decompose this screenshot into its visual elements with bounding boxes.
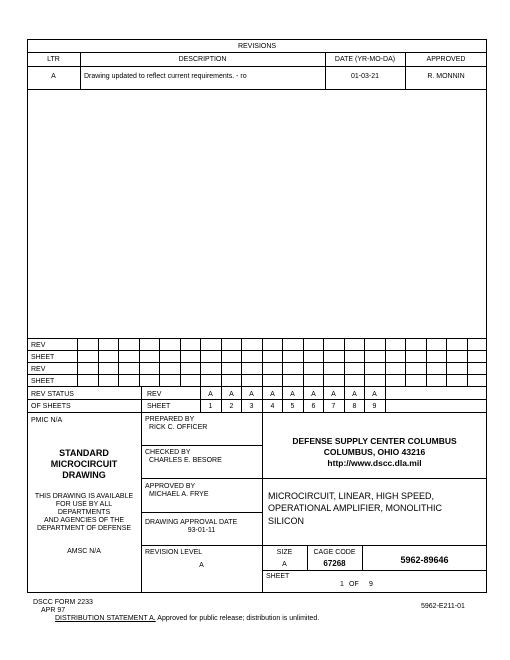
revision-date: 01-03-21 <box>350 73 380 80</box>
status-rev-cell: A <box>331 391 336 398</box>
distribution-statement <box>55 615 319 622</box>
status-sheet-cell: 2 <box>229 403 234 410</box>
availability-line: THIS DRAWING IS AVAILABLE <box>34 493 134 500</box>
grid-line <box>426 338 427 386</box>
status-rev-cell: A <box>270 391 275 398</box>
grid-line <box>262 338 263 386</box>
grid-line <box>180 338 181 386</box>
grid-line <box>303 338 304 386</box>
drawing-title-line: OPERATIONAL AMPLIFIER, MONOLITHIC <box>268 503 443 513</box>
rev-status-rev-label: REV <box>147 391 162 398</box>
grid-line <box>141 386 142 412</box>
pmic-label: PMIC N/A <box>31 417 63 424</box>
document-id: 5962-E211-01 <box>421 603 465 610</box>
revision-description: Drawing updated to reflect current requirements. - ro <box>84 73 247 80</box>
distribution-label: DISTRIBUTION STATEMENT A. <box>55 615 156 622</box>
size-label: SIZE <box>276 549 293 556</box>
rev-row-label: REV <box>31 366 46 373</box>
status-sheet-cell: 5 <box>290 403 295 410</box>
grid-line <box>27 350 487 351</box>
availability-line: AND AGENCIES OF THE <box>44 517 124 524</box>
grid-line <box>159 338 160 386</box>
status-rev-cell: A <box>229 391 234 398</box>
revisions-title: REVISIONS <box>237 43 277 50</box>
status-rev-cell: A <box>290 391 295 398</box>
sheet-label: SHEET <box>266 573 290 580</box>
revision-approved: R. MONNIN <box>427 73 465 80</box>
status-rev-cell: A <box>352 391 357 398</box>
form-date: APR 97 <box>41 607 66 614</box>
grid-line <box>282 338 283 386</box>
approval-date-label: DRAWING APPROVAL DATE <box>145 519 238 526</box>
grid-line <box>405 338 406 386</box>
form-number: DSCC FORM 2233 <box>33 599 93 606</box>
status-rev-cell: A <box>372 391 377 398</box>
status-sheet-cell: 6 <box>311 403 316 410</box>
grid-line <box>241 338 242 386</box>
standard-title-line: MICROCIRCUIT <box>50 459 118 469</box>
status-sheet-cell: 1 <box>208 403 213 410</box>
availability-line: FOR USE BY ALL <box>55 501 113 508</box>
status-rev-cell: A <box>249 391 254 398</box>
grid-line <box>200 338 201 386</box>
sheet-row-label: SHEET <box>31 378 55 385</box>
status-sheet-cell: 7 <box>331 403 336 410</box>
grid-line <box>344 338 345 386</box>
sheet-of-label: OF <box>349 581 359 588</box>
status-rev-cell: A <box>311 391 316 398</box>
grid-line <box>139 338 140 386</box>
grid-line <box>467 338 468 386</box>
grid-line <box>77 338 78 386</box>
checked-by-name: CHARLES E. BESORE <box>149 457 222 464</box>
status-rev-cell: A <box>208 391 213 398</box>
amsc-label: AMSC N/A <box>67 548 101 555</box>
grid-line <box>27 374 487 375</box>
grid-line <box>221 338 222 386</box>
grid-line <box>98 338 99 386</box>
revision-ltr: A <box>51 73 56 80</box>
rev-status-sheet-label: SHEET <box>147 403 171 410</box>
rev-status-label: REV STATUS <box>31 391 74 398</box>
size-value: A <box>282 561 287 568</box>
revision-level: A <box>199 562 204 569</box>
grid-line <box>118 338 119 386</box>
grid-line <box>385 338 386 386</box>
availability-line: DEPARTMENT OF DEFENSE <box>36 525 132 532</box>
agency-url[interactable]: http://www.dscc.dla.mil <box>327 458 422 468</box>
approved-header: APPROVED <box>426 56 466 63</box>
grid-line <box>27 386 487 387</box>
sheet-current: 1 <box>340 581 344 588</box>
ltr-header: LTR <box>47 56 60 63</box>
rev-row-label: REV <box>31 342 46 349</box>
sheet-total: 9 <box>369 581 373 588</box>
agency-city: COLUMBUS, OHIO 43216 <box>323 447 426 457</box>
status-sheet-cell: 4 <box>270 403 275 410</box>
checked-by-label: CHECKED BY <box>145 449 191 456</box>
of-sheets-label: OF SHEETS <box>31 403 71 410</box>
drawing-title-line: SILICON <box>268 516 305 526</box>
revision-level-label: REVISION LEVEL <box>145 549 203 556</box>
status-sheet-cell: 8 <box>352 403 357 410</box>
agency-name: DEFENSE SUPPLY CENTER COLUMBUS <box>292 436 457 446</box>
grid-line <box>323 338 324 386</box>
description-header: DESCRIPTION <box>178 56 227 63</box>
grid-line <box>446 338 447 386</box>
date-header: DATE (YR-MO-DA) <box>334 56 396 63</box>
prepared-by-label: PREPARED BY <box>145 416 195 423</box>
drawing-title-line: MICROCIRCUIT, LINEAR, HIGH SPEED, <box>268 491 435 501</box>
cage-code-label: CAGE CODE <box>313 549 356 556</box>
status-sheet-cell: 9 <box>372 403 377 410</box>
approved-by-name: MICHAEL A. FRYE <box>149 491 209 498</box>
standard-title-line: STANDARD <box>59 448 109 458</box>
approval-date: 93-01-11 <box>187 527 216 534</box>
prepared-by-name: RICK C. OFFICER <box>149 424 208 431</box>
grid-line <box>364 338 365 386</box>
standard-title-line: DRAWING <box>62 470 106 480</box>
approved-by-label: APPROVED BY <box>145 483 196 490</box>
grid-line <box>385 386 386 412</box>
drawing-number: 5962-89646 <box>400 555 449 565</box>
sheet-row-label: SHEET <box>31 354 55 361</box>
availability-line: DEPARTMENTS <box>57 509 111 516</box>
grid-line <box>27 362 487 363</box>
distribution-text: Approved for public release; distribution is unlimited. <box>155 615 320 622</box>
cage-code-value: 67268 <box>323 559 346 568</box>
grid-line <box>27 399 487 400</box>
status-sheet-cell: 3 <box>249 403 254 410</box>
